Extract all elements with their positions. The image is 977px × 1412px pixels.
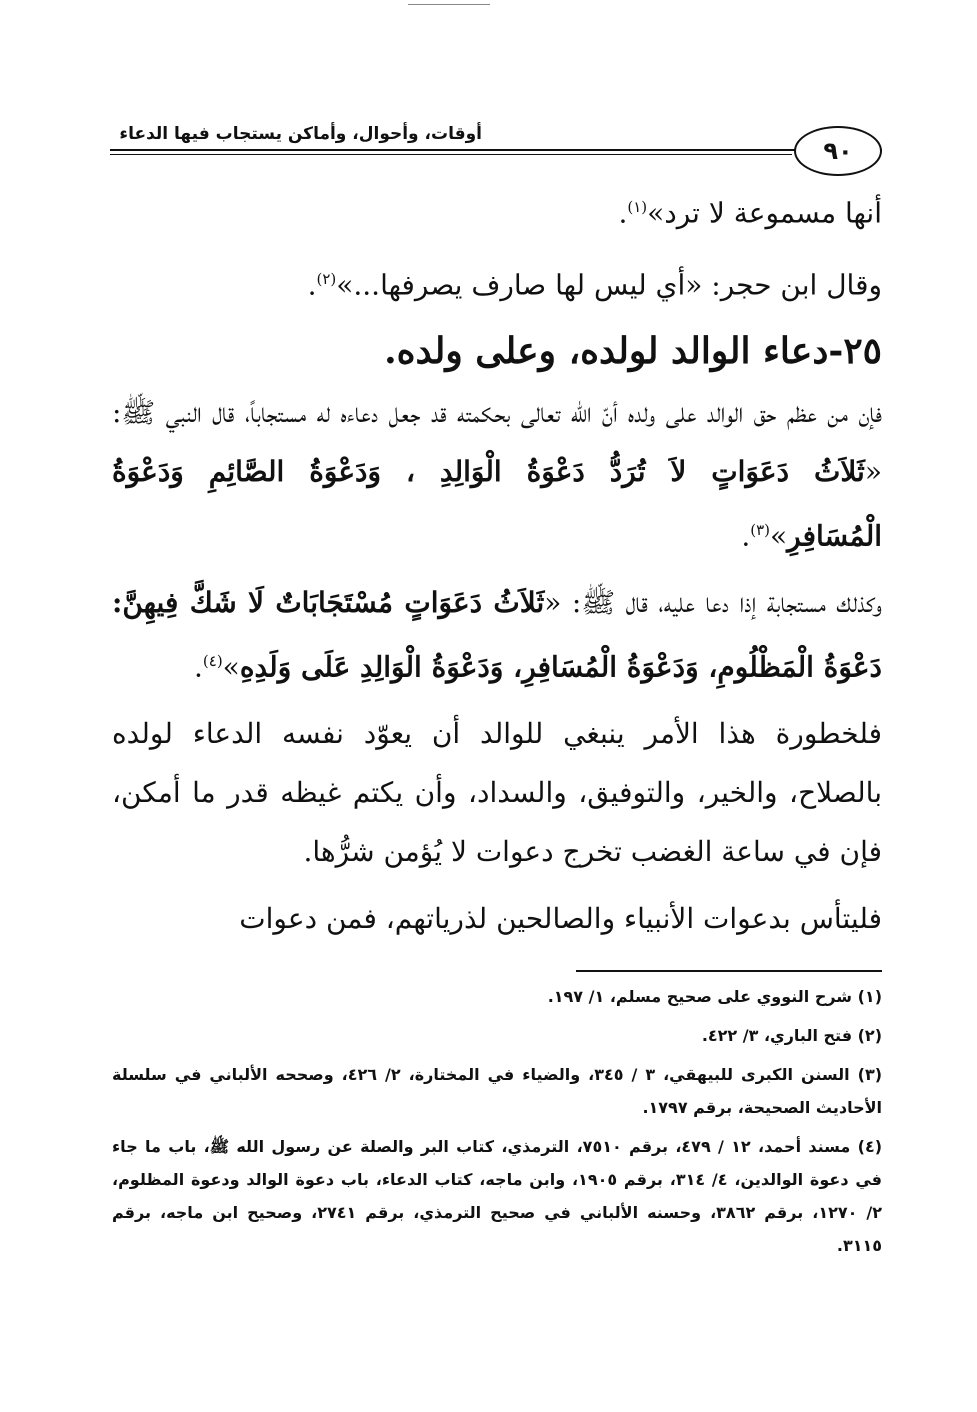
header-rule-secondary (110, 154, 792, 155)
footnote-2: (٢) فتح الباري، ٣/ ٤٢٢. (701, 1026, 882, 1045)
footnotes (112, 970, 882, 1268)
footnote-ref-3: (٣) (750, 520, 771, 539)
footnote-1: (١) شرح النووي على صحيح مسلم، ١/ ١٩٧. (547, 987, 882, 1006)
hadith-2: ثَلاَثُ دَعَوَاتٍ مُسْتَجَابَاتٌ لَا شَكَّ فِيهِنَّ: دَعْوَةُ الْمَظْلُومِ، وَدَعْوَةُ الْمُسَافِرِ، وَدَعْوَةُ الْوَالِدِ عَلَى وَلَدِهِ (112, 585, 882, 684)
paragraph-1: أنها مسموعة لا ترد»$^{(١)}$. (618, 196, 882, 230)
footnote-separator (576, 970, 882, 972)
header-rule (110, 149, 882, 151)
paragraph-6: فليتأس بدعوات الأنبياء والصالحين لذرياتهم، فمن دعوات (239, 902, 882, 936)
paragraph-4-text: وكذلك مستجابة إذا دعا عليه، قال ﷺ: « (544, 585, 883, 619)
footnote-ref-4: (٤) (202, 651, 223, 670)
paragraph-3-text: فإن من عظم حق الوالد على ولده أنّ الله تعالى بحكمته قد جعل دعاءه له مستجاباً، قال النبي ﷺ: « (112, 395, 882, 488)
page-number: ٩٠ (794, 126, 882, 176)
footnote-ref-2: (٢) (316, 270, 337, 289)
running-title: أوقات، وأحوال، وأماكن يستجاب فيها الدعاء (119, 124, 482, 144)
footnote-3: (٣) السنن الكبرى للبيهقي، ٣ / ٣٤٥، والضياء في المختارة، ٢/ ٤٢٦، وصححه الألباني في سلسلة الأحاديث الصحيحة، برقم ١٧٩٧. (112, 1065, 883, 1117)
paragraph-2: وقال ابن حجر: «أي ليس لها صارف يصرفها...»$^{(٢)}$. (307, 268, 882, 302)
hadith-1: ثَلاَثُ دَعَوَاتٍ لاَ تُرَدُّ دَعْوَةُ الْوَالِدِ ، وَدَعْوَةُ الصَّائِمِ وَدَعْوَةُ الْمُسَافِرِ (112, 454, 882, 552)
footnote-4: (٤) مسند أحمد، ١٢ / ٤٧٩، برقم ٧٥١٠، الترمذي، كتاب البر والصلة عن رسول الله ﷺ، باب ما جاء في دعوة الوالدين، ٤/ ٣١٤، برقم ١٩٠٥، وابن ماجه، كتاب الدعاء، باب دعوة الوالد ودعوة المظلوم، ٢/ ١٢٧٠، برقم ٣٨٦٢، وحسنه الألباني في صحيح الترمذي، برقم ٢٧٤١، وصحيح ابن ماجه، برقم ٣١١٥. (112, 1137, 883, 1255)
top-edge-mark (408, 4, 490, 5)
paragraph-1-text: أنها مسموعة لا ترد» (647, 196, 882, 230)
page-header (110, 122, 882, 178)
paragraph-2-text: وقال ابن حجر: «أي ليس لها صارف يصرفها...» (336, 268, 882, 302)
paragraph-4: وكذلك مستجابة إذا دعا عليه، قال ﷺ: «ثَلاَثُ دَعَوَاتٍ مُسْتَجَابَاتٌ لَا شَكَّ فِيهِنَّ: دَعْوَةُ الْمَظْلُومِ، وَدَعْوَةُ الْمُسَافِرِ، وَدَعْوَةُ الْوَالِدِ عَلَى وَلَدِهِ»$^{(٤)}$. (112, 585, 883, 684)
main-text (112, 178, 882, 948)
paragraph-5: فلخطورة هذا الأمر ينبغي للوالد أن يعوّد نفسه الدعاء لولده بالصلاح، والخير، والتوفيق، والسداد، وأن يكتم غيظه قدر ما أمكن، فإن في ساعة الغضب تخرج دعوات لا يُؤمن شرُّها. (112, 717, 882, 869)
footnote-ref-1: (١) (627, 198, 648, 216)
paragraph-3: فإن من عظم حق الوالد على ولده أنّ الله تعالى بحكمته قد جعل دعاءه له مستجاباً، قال النبي ﷺ: «ثَلاَثُ دَعَوَاتٍ لاَ تُرَدُّ دَعْوَةُ الْوَالِدِ ، وَدَعْوَةُ الصَّائِمِ وَدَعْوَةُ الْمُسَافِرِ»$^{(٣)}$. (112, 395, 882, 552)
section-heading: ٢٥-دعاء الوالد لولده، وعلى ولده. (384, 329, 882, 372)
